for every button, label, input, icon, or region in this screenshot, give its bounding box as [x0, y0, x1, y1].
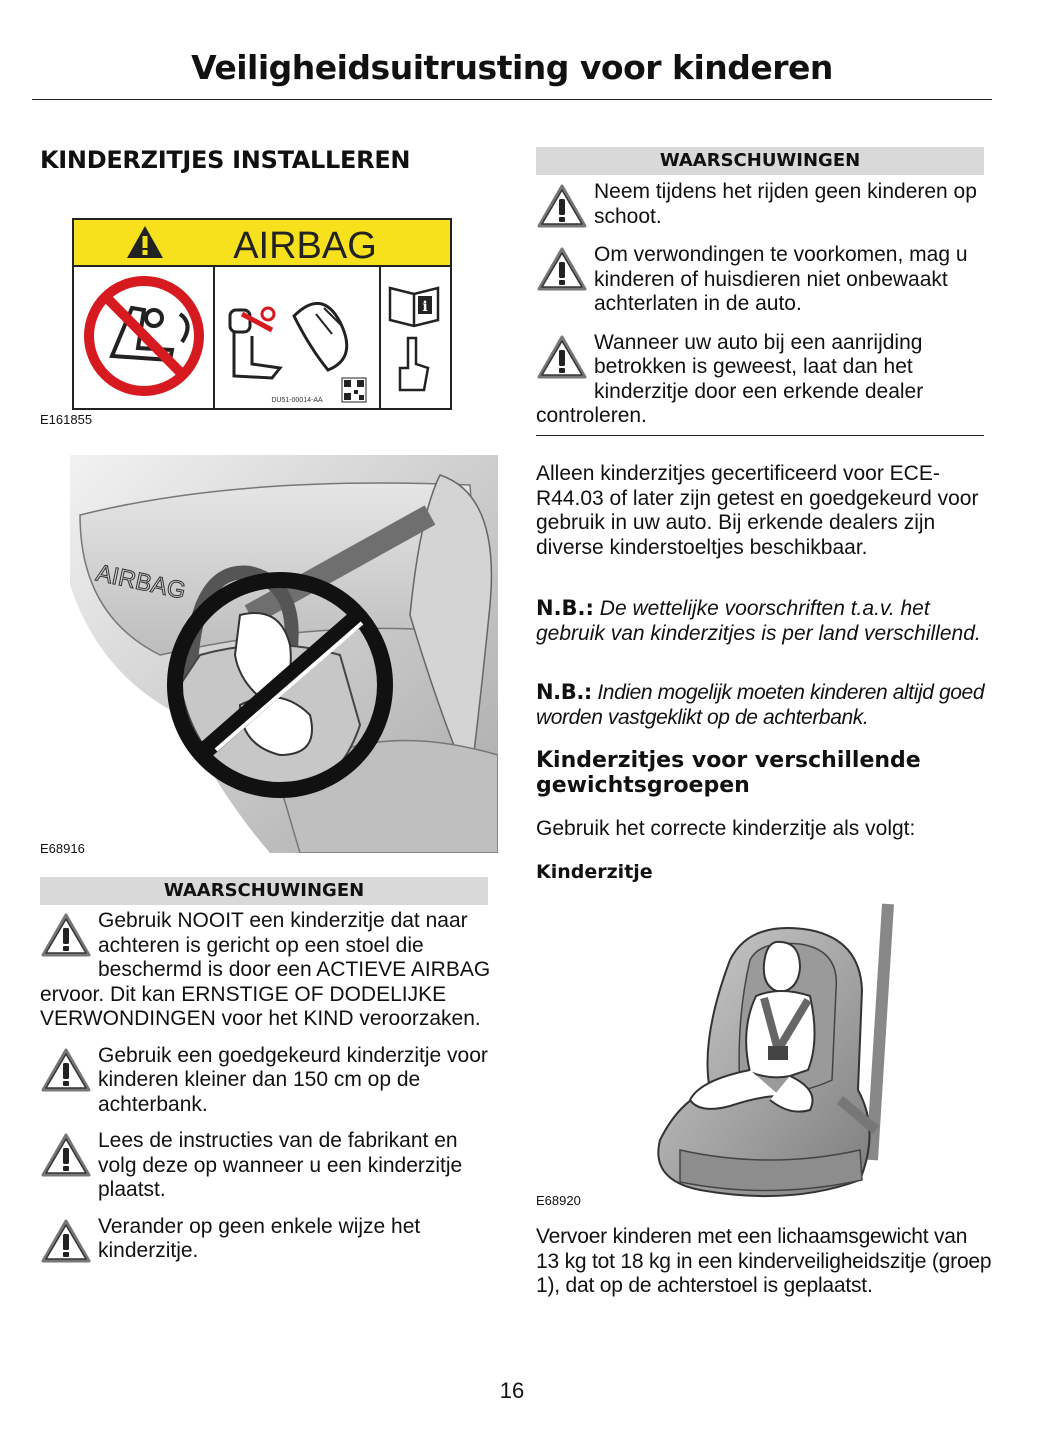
warning-item: Lees de instructies van de fabrikant en volg deze op wanneer u een kinderzitje plaatst. — [40, 1129, 492, 1203]
warning-item: Wanneer uw auto bij een aanrijding betrokken is geweest, laat dan het kinderzitje door een erkende dealer controleren. — [536, 330, 924, 427]
warnings-header: WAARSCHUWINGEN — [536, 147, 984, 175]
section-title: KINDERZITJES INSTALLEREN — [40, 146, 411, 174]
warning-item: Gebruik NOOIT een kinderzitje dat naar achteren is gericht op een stoel die beschermd is door een ACTIEVE AIRBAG ervoor. Dit kan ERNSTIGE OF DODELIJKE VERWONDINGEN voor het KIND veroorzaken. — [40, 909, 491, 1030]
warning-item: Verander op geen enkele wijze het kinderzitje. — [40, 1215, 492, 1264]
page-title: Veiligheidsuitrusting voor kinderen — [191, 48, 833, 87]
figure-caption: E68920 — [536, 1193, 581, 1208]
warning-icon — [40, 1217, 92, 1265]
warning-icon — [40, 1131, 92, 1179]
warning-icon — [536, 333, 588, 381]
note — [536, 596, 988, 646]
page-number: 16 — [499, 1378, 525, 1403]
small-heading: Kinderzitje — [536, 861, 653, 883]
note-label: N.B.: — [536, 680, 592, 704]
child-seat-illustration — [640, 900, 896, 1206]
warning-icon — [40, 1046, 92, 1094]
paragraph: Alleen kinderzitjes gecertificeerd voor ECE-R44.03 of later zijn getest en goedgekeurd voor gebruik in uw auto. Bij erkende dealers zijn diverse kinderstoeltjes beschikbaar. — [536, 462, 979, 559]
paragraph: Vervoer kinderen met een lichaamsgewicht van 13 kg tot 18 kg in een kinderveiligheidszitje (groep 1), dat op de achterstoel is geplaatst. — [536, 1225, 992, 1297]
subheading: Kinderzitjes voor verschillende gewichtsgroepen — [536, 748, 921, 798]
warning-item: Om verwondingen te voorkomen, mag u kinderen of huisdieren niet onbewaakt achterlaten in de auto. — [536, 243, 988, 317]
figure-caption: E68916 — [40, 841, 85, 856]
label-title: AIRBAG — [233, 225, 377, 267]
airbag-warning-label — [72, 218, 452, 410]
warning-icon — [536, 182, 588, 230]
label-small-code: DU51-00014-AA — [271, 397, 323, 404]
rear-facing-seat-illustration — [40, 455, 498, 853]
no-rear-facing-seat-icon — [89, 281, 199, 391]
warning-icon — [536, 245, 588, 293]
warnings-header: WAARSCHUWINGEN — [40, 877, 488, 905]
figure-caption: E161855 — [40, 412, 93, 427]
svg-text:i: i — [422, 299, 428, 315]
note — [536, 680, 992, 730]
qr-code-icon — [342, 378, 366, 402]
note-text: Indien mogelijk moeten kinderen altijd goed worden vastgeklikt op de achterbank. — [536, 681, 985, 729]
left-warnings-list — [40, 909, 492, 1265]
title-divider — [32, 99, 992, 100]
warning-item: Gebruik een goedgekeurd kinderzitje voor kinderen kleiner dan 150 cm op de achterbank. — [40, 1044, 492, 1118]
note-text: De wettelijke voorschriften t.a.v. het gebruik van kinderzitjes is per land verschillend. — [536, 597, 981, 645]
note-label: N.B.: — [536, 596, 594, 620]
airbag-text: AIRBAG — [93, 559, 189, 605]
warning-icon — [40, 911, 92, 959]
warnings-divider — [536, 435, 984, 436]
warning-item: Neem tijdens het rijden geen kinderen op schoot. — [536, 180, 988, 229]
right-warnings-list — [536, 180, 988, 429]
paragraph: Gebruik het correcte kinderzitje als volgt: — [536, 817, 916, 840]
